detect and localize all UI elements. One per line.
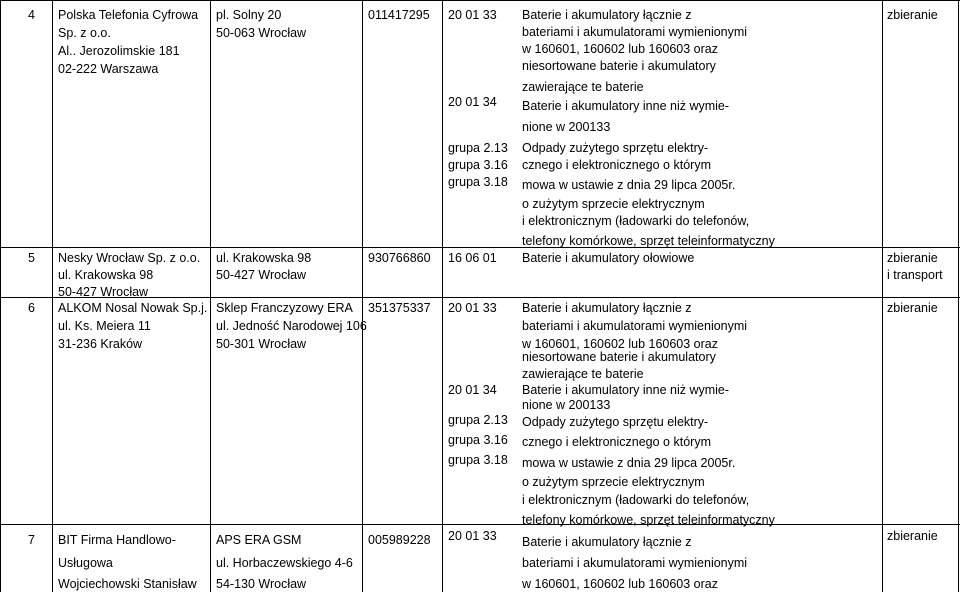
site-address-line: 50-063 Wrocław <box>216 26 307 40</box>
company-name-line: Nesky Wrocław Sp. z o.o. <box>58 251 201 265</box>
waste-description-line: zawierające te baterie <box>522 367 644 381</box>
company-address-line: 02-222 Warszawa <box>58 62 159 76</box>
regon-number: 351375337 <box>368 301 431 315</box>
waste-description-line: w 160601, 160602 lub 160603 oraz <box>522 577 718 591</box>
column-divider <box>52 0 53 592</box>
waste-group: grupa 3.16 <box>448 433 508 447</box>
waste-description-line: bateriami i akumulatorami wymienionymi <box>522 25 748 39</box>
waste-description-line: cznego i elektronicznego o którym <box>522 158 711 172</box>
waste-description-line: mowa w ustawie z dnia 29 lipca 2005r. <box>522 456 736 470</box>
company-address-line: Al.. Jerozolimskie 181 <box>58 44 180 58</box>
waste-description-line: bateriami i akumulatorami wymienionymi <box>522 556 748 570</box>
waste-description-line: w 160601, 160602 lub 160603 oraz <box>522 337 718 351</box>
waste-code: 20 01 33 <box>448 8 497 22</box>
waste-description-line: Baterie i akumulatory łącznie z <box>522 301 692 315</box>
waste-description-line: Odpady zużytego sprzętu elektry- <box>522 415 709 429</box>
waste-description-line: nione w 200133 <box>522 398 611 412</box>
waste-description-line: Baterie i akumulatory ołowiowe <box>522 251 695 265</box>
site-address-line: ul. Jedność Narodowej 106 <box>216 319 367 333</box>
site-address-line: 50-427 Wrocław <box>216 268 307 282</box>
row-number: 6 <box>28 301 35 315</box>
waste-description-line: Baterie i akumulatory inne niż wymie- <box>522 99 730 113</box>
company-name-line: Usługowa <box>58 556 113 570</box>
waste-group: grupa 3.16 <box>448 158 508 172</box>
waste-description-line: bateriami i akumulatorami wymienionymi <box>522 319 748 333</box>
waste-description-line: zawierające te baterie <box>522 80 644 94</box>
column-divider <box>882 0 883 592</box>
waste-description-line: o zużytym sprzecie elektrycznym <box>522 475 705 489</box>
waste-code: 16 06 01 <box>448 251 497 265</box>
company-address-line: ul. Ks. Meiera 11 <box>58 319 151 333</box>
company-name-line: Wojciechowski Stanisław <box>58 577 197 591</box>
waste-group: grupa 3.18 <box>448 453 508 467</box>
site-address-line: APS ERA GSM <box>216 533 302 547</box>
row-number: 7 <box>28 533 35 547</box>
waste-group: grupa 3.18 <box>448 175 508 189</box>
company-name-line: Sp. z o.o. <box>58 26 111 40</box>
company-name-line: Polska Telefonia Cyfrowa <box>58 8 199 22</box>
waste-code: 20 01 34 <box>448 95 497 109</box>
site-address-line: 50-301 Wrocław <box>216 337 307 351</box>
waste-description-line: niesortowane baterie i akumulatory <box>522 59 716 73</box>
waste-description-line: mowa w ustawie z dnia 29 lipca 2005r. <box>522 178 736 192</box>
waste-description-line: w 160601, 160602 lub 160603 oraz <box>522 42 718 56</box>
site-address-line: 54-130 Wrocław <box>216 577 307 591</box>
waste-description-line: telefony komórkowe, sprzęt teleinformatyczny <box>522 234 775 248</box>
waste-description-line: i elektronicznym (ładowarki do telefonów, <box>522 493 750 507</box>
row-number: 4 <box>28 8 35 22</box>
company-name-line: ALKOM Nosal Nowak Sp.j. <box>58 301 208 315</box>
company-address-line: 50-427 Wrocław <box>58 285 149 299</box>
waste-description-line: o zużytym sprzecie elektrycznym <box>522 197 705 211</box>
waste-description-line: niesortowane baterie i akumulatory <box>522 350 716 364</box>
waste-description-line: Baterie i akumulatory inne niż wymie- <box>522 383 730 397</box>
activity-type: zbieranie <box>887 529 938 543</box>
column-divider <box>958 0 959 592</box>
activity-type: zbieranie <box>887 251 938 265</box>
waste-description-line: telefony komórkowe, sprzęt teleinformatyczny <box>522 513 775 527</box>
company-name-line: BIT Firma Handlowo- <box>58 533 176 547</box>
table-border-top <box>0 0 960 1</box>
site-address-line: pl. Solny 20 <box>216 8 282 22</box>
site-address-line: ul. Krakowska 98 <box>216 251 312 265</box>
waste-description-line: Baterie i akumulatory łącznie z <box>522 8 692 22</box>
activity-type: zbieranie <box>887 301 938 315</box>
site-address-line: ul. Horbaczewskiego 4-6 <box>216 556 353 570</box>
waste-description-line: cznego i elektronicznego o którym <box>522 435 711 449</box>
waste-description-line: Odpady zużytego sprzętu elektry- <box>522 141 709 155</box>
column-divider <box>362 0 363 592</box>
waste-code: 20 01 33 <box>448 529 497 543</box>
waste-code: 20 01 33 <box>448 301 497 315</box>
regon-number: 930766860 <box>368 251 431 265</box>
waste-description-line: Baterie i akumulatory łącznie z <box>522 535 692 549</box>
company-address-line: 31-236 Kraków <box>58 337 143 351</box>
row-divider <box>0 524 960 525</box>
waste-group: grupa 2.13 <box>448 141 508 155</box>
column-divider <box>210 0 211 592</box>
regon-number: 011417295 <box>368 8 430 22</box>
waste-code: 20 01 34 <box>448 383 497 397</box>
activity-type: zbieranie <box>887 8 938 22</box>
regon-number: 005989228 <box>368 533 431 547</box>
waste-group: grupa 2.13 <box>448 413 508 427</box>
activity-type: i transport <box>887 268 943 282</box>
row-number: 5 <box>28 251 35 265</box>
waste-description-line: i elektronicznym (ładowarki do telefonów, <box>522 214 750 228</box>
column-divider <box>0 0 1 592</box>
site-address-line: Sklep Franczyzowy ERA <box>216 301 353 315</box>
company-address-line: ul. Krakowska 98 <box>58 268 154 282</box>
row-divider <box>0 247 960 248</box>
waste-description-line: nione w 200133 <box>522 120 611 134</box>
column-divider <box>442 0 443 592</box>
